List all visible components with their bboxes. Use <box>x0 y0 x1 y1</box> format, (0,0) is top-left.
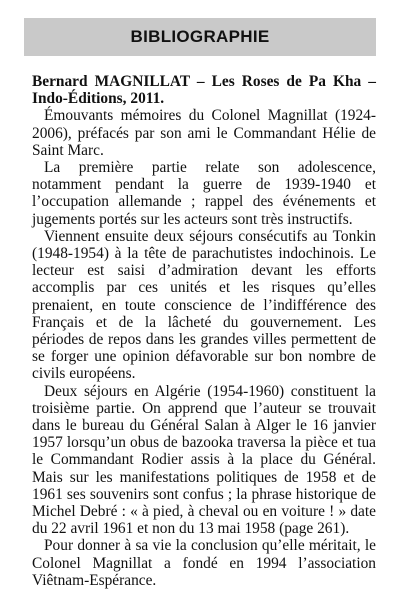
book-review <box>32 73 376 589</box>
section-banner <box>24 18 376 56</box>
section-title: BIBLIOGRAPHIE <box>130 27 270 46</box>
review-paragraph: Deux séjours en Algérie (1954-1960) constituent la troisième partie. On apprend que l’auteur se trouvait dans le bureau du Général Salan à Alger le 16 janvier 1957 lorsqu’un obus de bazooka traversa la pièce et tua le Commandant Rodier assis à la place du Général. Mais sur les manifestations politiques de 1958 et de 1961 ses souvenirs sont confus ; la phrase historique de Michel Debré : « à pied, à cheval ou en voiture ! » date du 22 avril 1961 et non du 13 mai 1958 (page 261). <box>32 382 376 538</box>
book-title-heading: Bernard MAGNILLAT – Les Roses de Pa Kha – Indo-Éditions, 2011. <box>32 73 376 108</box>
review-paragraph: Émouvants mémoires du Colonel Magnillat (1924-2006), préfacés par son ami le Commandant Hélie de Saint Marc. <box>32 107 376 159</box>
review-paragraph: La première partie relate son adolescence, notamment pendant la guerre de 1939-1940 et l’occupation allemande ; rappel des événements et jugements portés sur les acteurs sont très instructifs. <box>32 159 376 228</box>
review-paragraph: Viennent ensuite deux séjours consécutifs au Tonkin (1948-1954) à la tête de parachutistes indochinois. Le lecteur est saisi d’admiration devant les efforts accomplis par ces unités et les risques qu’elles prenaient, en toute conscience de l’indifférence des Français et de la lâcheté du gouvernement. Les périodes de repos dans les grandes villes permettent de se forger une opinion défavorable sur bon nombre de civils européens. <box>32 227 376 383</box>
review-paragraph: Pour donner à sa vie la conclusion qu’elle méritait, le Colonel Magnillat a fondé en 1994 l’association Viêtnam-Espérance. <box>32 537 376 589</box>
